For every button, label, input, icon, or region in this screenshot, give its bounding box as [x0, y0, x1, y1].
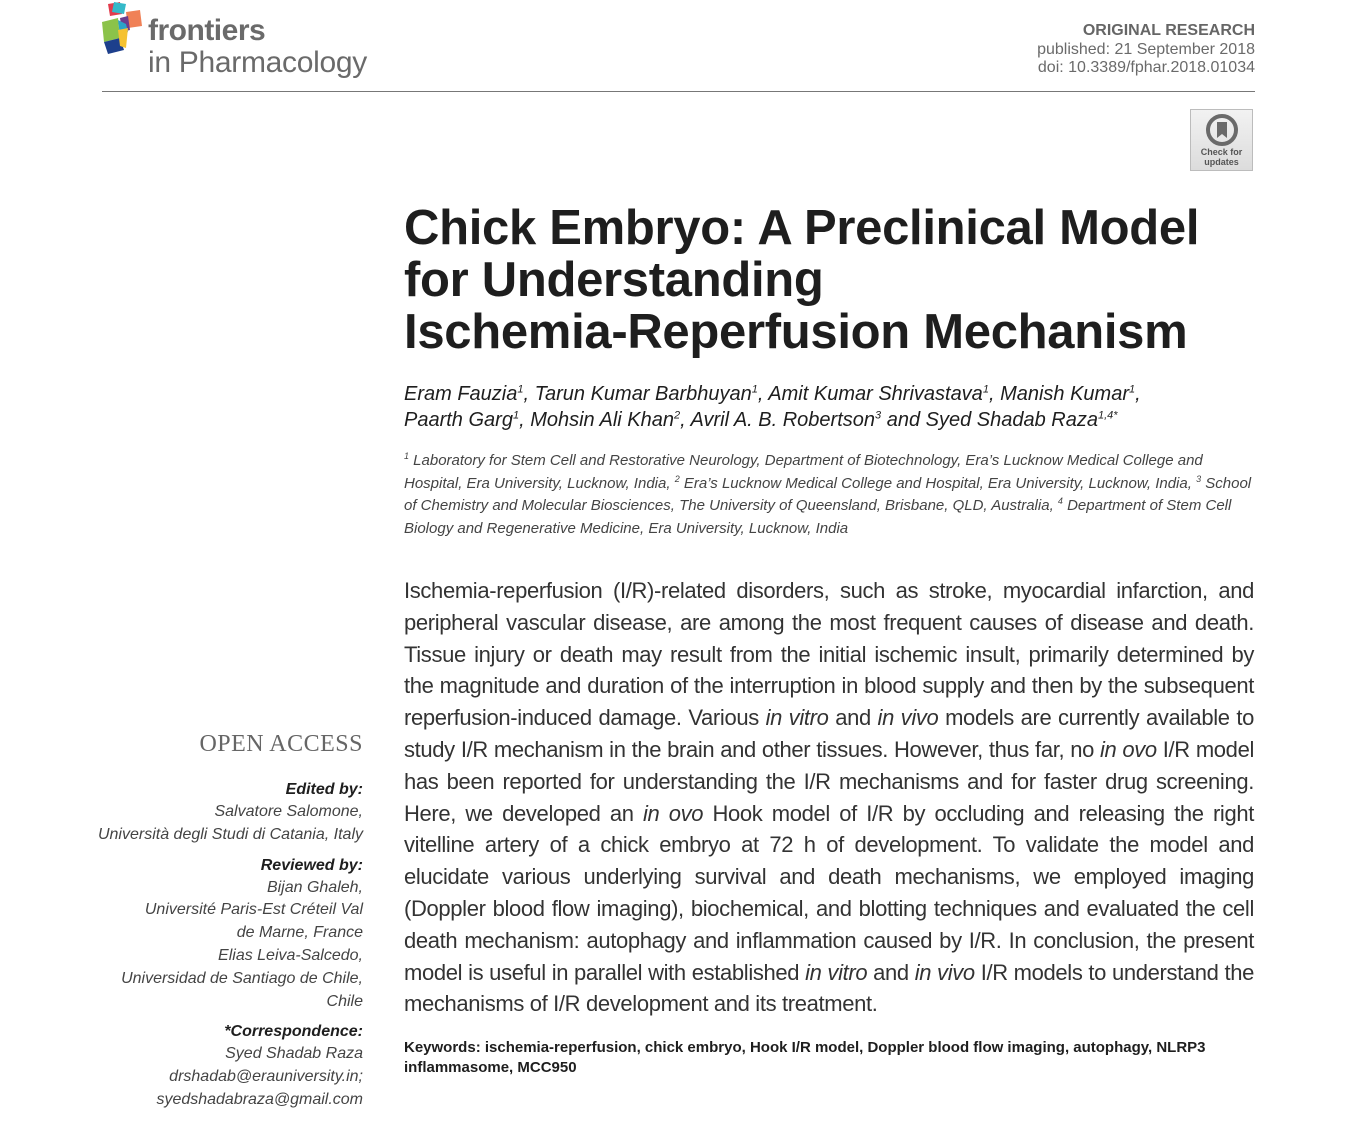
author[interactable]: Syed Shadab Raza$^{1,4*}$	[925, 409, 1118, 431]
author[interactable]: Manish Kumar$^1$	[1000, 383, 1136, 405]
affil-number: 2	[674, 473, 680, 484]
correspondence-name: Syed Shadab Raza	[225, 1045, 363, 1063]
sidebar	[83, 731, 363, 1112]
affil-number: 4	[1057, 496, 1063, 507]
reviewer-affiliation: Universidad de Santiago de Chile,	[121, 969, 363, 987]
affiliations	[404, 450, 1264, 540]
author[interactable]: Eram Fauzia$^1$	[404, 383, 524, 405]
title-line-3: Ischemia-Reperfusion Mechanism	[404, 305, 1188, 359]
title-line-2: for Understanding	[404, 253, 824, 307]
affil-text: Era’s Lucknow Medical College and Hospital, Era University, Lucknow, India,	[679, 474, 1197, 492]
reviewer-affiliation: de Marne, France	[236, 924, 363, 942]
author[interactable]: Paarth Garg$^1$	[404, 409, 520, 431]
article-title	[404, 202, 1244, 358]
check-for-updates-label-2: updates	[1204, 157, 1239, 167]
check-for-updates-label-1: Check for	[1200, 147, 1243, 157]
author[interactable]: Amit Kumar Shrivastava$^1$	[768, 383, 989, 405]
edited-by-heading: Edited by:	[285, 781, 363, 798]
affil-text: Laboratory for Stem Cell and Restorative Neurology, Department of Biotechnology, Era’s Lucknow Medical College and Hospital, Era University, Lucknow, India,	[404, 452, 1203, 492]
editor-affiliation: Università degli Studi di Catania, Italy	[97, 825, 363, 843]
correspondence-heading: *Correspondence:	[224, 1023, 363, 1041]
reviewer-affiliation: Université Paris-Est Créteil Val	[144, 901, 363, 919]
author[interactable]: Mohsin Ali Khan$^2$	[530, 409, 681, 431]
editor-name: Salvatore Salomone,	[214, 803, 363, 820]
affil-number: 1	[404, 451, 410, 461]
check-for-updates-button[interactable]	[1190, 109, 1253, 171]
title-line-1: Chick Embryo: A Preclinical Model	[404, 201, 1200, 255]
frontiers-logo-icon	[102, 2, 146, 54]
author-list: Eram Fauzia$^1$, Tarun Kumar Barbhuyan$^1$, Amit Kumar Shrivastava$^1$, Manish Kumar$^1$, Paarth Garg$^1$, Mohsin Ali Khan$^2$, Avril A. B. Robertson$^3$ and Syed Shadab Raza$^{1,4*}$	[404, 383, 1141, 431]
affil-text: School of Chemistry and Molecular Biosciences, The University of Queensland, Brisbane, QLD, Australia,	[404, 474, 1252, 515]
open-access-label: OPEN ACCESS	[199, 731, 363, 757]
author[interactable]: Tarun Kumar Barbhuyan$^1$	[534, 383, 758, 405]
journal-name: in Pharmacology	[148, 46, 367, 79]
reviewed-by-heading: Reviewed by:	[260, 856, 363, 874]
reviewer-name: Bijan Ghaleh,	[266, 878, 363, 896]
bookmark-icon	[1205, 113, 1239, 147]
header-divider	[102, 91, 1255, 92]
article-type: ORIGINAL RESEARCH	[1082, 22, 1255, 39]
affil-text: Department of Stem Cell Biology and Regenerative Medicine, Era University, Lucknow, India	[404, 497, 1232, 537]
correspondence-email[interactable]: syedshadabraza@gmail.com	[156, 1090, 363, 1108]
affil-number: 3	[1196, 473, 1202, 484]
author[interactable]: Avril A. B. Robertson$^3$	[690, 409, 882, 431]
reviewer-name: Elias Leiva-Salcedo,	[218, 946, 363, 964]
doi[interactable]: doi: 10.3389/fphar.2018.01034	[1037, 59, 1255, 76]
reviewer-affiliation: Chile	[326, 992, 363, 1010]
keywords: Keywords: ischemia-reperfusion, chick embryo, Hook I/R model, Doppler blood flow imaging, autophagy, NLRP3 inflammasome, MCC950	[404, 1039, 1206, 1076]
published-date: published: 21 September 2018	[1037, 40, 1255, 58]
correspondence-email[interactable]: drshadab@erauniversity.in;	[169, 1068, 363, 1086]
journal-brand: frontiers	[148, 14, 266, 47]
abstract: Ischemia-reperfusion (I/R)-related disorders, such as stroke, myocardial infarction, and peripheral vascular disease, are among the most frequent causes of disease and death. Tissue injury or death may result from the initial ischemic insult, primarily determined by the magnitude and duration of the interruption in blood supply and then by the subsequent reperfusion-induced damage. Various in vitro and in vivo models are currently available to study I/R mechanism in the brain and other tissues. However, thus far, no in ovo I/R model has been reported for understanding the I/R mechanisms and for faster drug screening. Here, we developed an in ovo Hook model of I/R by occluding and releasing the right vitelline artery of a chick embryo at 72 h of development. To validate the model and elucidate various underlying survival and death mechanisms, we employed imaging (Doppler blood flow imaging), biochemical, and blotting techniques and evaluated the cell death mechanism: autophagy and inflammation caused by I/R. In conclusion, the present model is useful in parallel with established in vitro and in vivo I/R models to understand the mechanisms of I/R development and its treatment.	[404, 578, 1254, 1017]
article-meta	[1037, 22, 1255, 78]
journal-logo[interactable]	[102, 2, 402, 87]
